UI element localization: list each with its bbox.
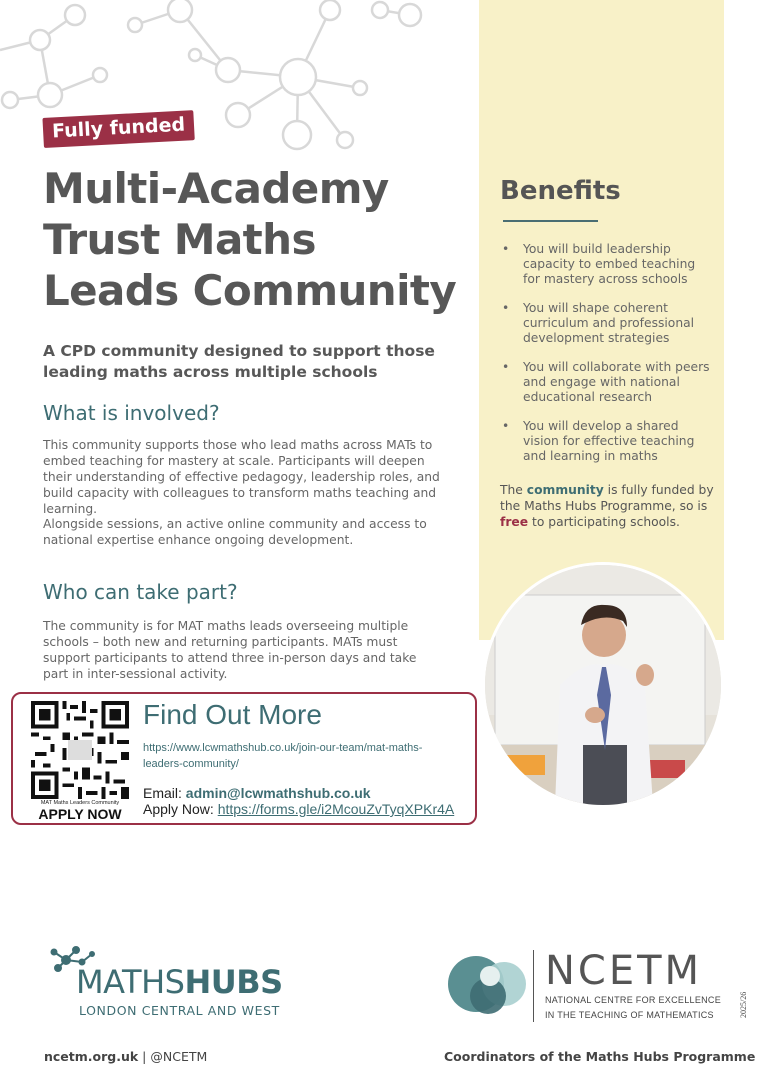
ncetm-subtitle-1: NATIONAL CENTRE FOR EXCELLENCE (545, 995, 722, 1005)
qr-caption: MAT Maths Leaders Community (40, 800, 120, 806)
ncetm-logo-text: NCETM (545, 948, 703, 994)
ncetm-circles-icon (446, 946, 530, 1026)
footer-handle[interactable]: @NCETM (150, 1049, 208, 1064)
maths-hubs-region: LONDON CENTRAL AND WEST (79, 1003, 280, 1018)
apply-link[interactable]: https://forms.gle/i2McouZvTyqXPKr4A (217, 801, 455, 817)
benefit-item: • You will develop a shared vision for effective teaching and learning in maths (500, 419, 715, 464)
footer-coordinators: Coordinators of the Maths Hubs Programme (444, 1049, 756, 1064)
ncetm-subtitle-2: IN THE TEACHING OF MATHEMATICS (545, 1010, 714, 1020)
year-code: 2025/26 (739, 991, 748, 1018)
funding-note-post: to participating schools. (528, 515, 680, 529)
maths-hubs-logo-text (76, 963, 283, 1001)
apply-label: Apply Now: (143, 801, 218, 817)
email-link[interactable]: admin@lcwmathshub.co.uk (185, 785, 371, 801)
benefit-item: • You will collaborate with peers and engage with national educational research (500, 360, 715, 405)
email-line (143, 785, 371, 801)
presenter-photo (482, 562, 724, 808)
funding-note-pre: The (500, 483, 527, 497)
ncetm-divider (533, 950, 534, 1022)
maths-word: MATHS (76, 963, 185, 1001)
fully-funded-badge: Fully funded (42, 110, 194, 148)
qr-apply-now-label: APPLY NOW (38, 806, 122, 822)
footer-contact (44, 1049, 207, 1064)
benefits-heading: Benefits (500, 176, 621, 206)
what-is-involved-heading: What is involved? (43, 401, 220, 425)
apply-line (143, 801, 454, 817)
email-label: Email: (143, 785, 186, 801)
find-out-more-heading: Find Out More (143, 699, 322, 730)
benefit-item: • You will shape coherent curriculum and professional development strategies (500, 301, 715, 346)
page-subtitle: A CPD community designed to support those leading maths across multiple schools (43, 342, 435, 381)
benefits-list (500, 242, 715, 478)
footer-site-link[interactable]: ncetm.org.uk (44, 1049, 139, 1064)
page-title: Multi-Academy Trust Maths Leads Community (43, 164, 457, 315)
funding-note-free: free (500, 515, 529, 529)
funding-note (500, 482, 715, 530)
qr-code[interactable] (31, 701, 129, 799)
who-can-take-part-heading: Who can take part? (43, 580, 238, 604)
hubs-word: HUBS (184, 963, 283, 1001)
benefit-item: • You will build leadership capacity to embed teaching for mastery across schools (500, 242, 715, 287)
funding-note-community: community (526, 483, 604, 497)
footer-separator: | (138, 1049, 151, 1064)
community-url-link[interactable]: https://www.lcwmathshub.co.uk/join-our-team/mat-maths-leaders-community/ (143, 742, 423, 770)
involved-paragraph-2: Alongside sessions, an active online community and access to national expertise enhance ongoing development. (43, 517, 427, 547)
who-can-take-part-paragraph: The community is for MAT maths leads overseeing multiple schools – both new and returning participants. MATs must support participants to attend three in-person days and take part in inter-sessional activity. (43, 619, 417, 681)
involved-paragraph-1: This community supports those who lead maths across MATs to embed teaching for mastery at scale. Participants will deepen their understanding of effective pedagogy, leadership roles, and build capacity with colleagues to transform maths teaching and learning. (43, 438, 440, 516)
benefits-underline (503, 220, 598, 222)
funding-note-mid: is fully funded by the Maths Hubs Programme, so is (500, 483, 714, 513)
